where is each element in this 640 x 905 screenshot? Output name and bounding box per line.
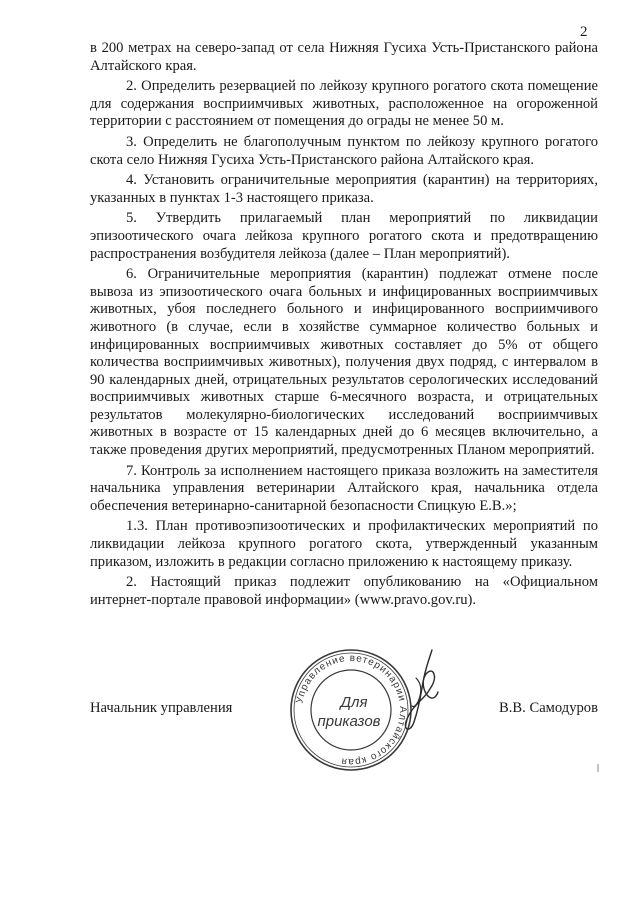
stamp-center-line2: приказов	[317, 713, 381, 730]
paragraph-item-6: 6. Ограничительные мероприятия (карантин) подлежат отмене после вывоза из эпизоотического очага больных и инфицированных восприимчивых животных, убоя последнего больного и инфицированного восприимчивого животного (в случае, если в хозяйстве суммарное количество больных и инфицированных восприимчивых животных составляет до 5% от общего количества восприимчивых животных), получения двух подряд, с интервалом в 90 календарных дней, отрицательных результатов серологических исследований восприимчивых животных старше 6-месячного возраста, и отрицательных результатов молекулярно-биологических исследований восприимчивых животных в возрасте от 15 календарных дней до 6 месяцев включительно, а также проведения других мероприятий, предусмотренных Планом мероприятий.	[90, 266, 598, 459]
stamp-center-line1: Для	[340, 694, 368, 711]
paragraph-publication: 2. Настоящий приказ подлежит опубликованию на «Официальном интернет-портале правовой информации» (www.pravo.gov.ru).	[90, 574, 598, 608]
paragraph-item-2: 2. Определить резервацией по лейкозу крупного рогатого скота помещение для содержания восприимчивых животных, расположенное на огороженной территории с расстоянием от помещения до ограды не менее 50 м.	[90, 78, 598, 130]
paragraph-continuation: в 200 метрах на северо-запад от села Нижняя Гусиха Усть-Пристанского района Алтайского края.	[90, 40, 598, 74]
paragraph-item-7: 7. Контроль за исполнением настоящего приказа возложить на заместителя начальника управления ветеринарии Алтайского края, начальника отдела обеспечения ветеринарно-санитарной безопасности Спицкую Е.В.»;	[90, 462, 598, 514]
signer-name: В.В. Самодуров	[499, 700, 598, 716]
signature-block	[90, 700, 598, 722]
page-number: 2	[580, 24, 588, 40]
signer-title: Начальник управления	[90, 700, 233, 716]
document-body	[90, 40, 598, 612]
paragraph-item-1-3: 1.3. План противоэпизоотических и профилактических мероприятий по ликвидации лейкоза крупного рогатого скота, утвержденный указанным приказом, изложить в редакции согласно приложению к настоящему приказу.	[90, 518, 598, 570]
stamp-ring-text: Управление ветеринарии Алтайского края	[294, 652, 409, 768]
paragraph-item-5: 5. Утвердить прилагаемый план мероприятий по ликвидации эпизоотического очага лейкоза крупного рогатого скота и предотвращению распространения возбудителя лейкоза (далее – План мероприятий).	[90, 210, 598, 262]
paragraph-item-4: 4. Установить ограничительные мероприятия (карантин) на территориях, указанных в пунктах 1-3 настоящего приказа.	[90, 172, 598, 206]
margin-mark	[596, 764, 600, 772]
paragraph-item-3: 3. Определить не благополучным пунктом по лейкозу крупного рогатого скота село Нижняя Гусиха Усть-Пристанского района Алтайского края.	[90, 133, 598, 168]
